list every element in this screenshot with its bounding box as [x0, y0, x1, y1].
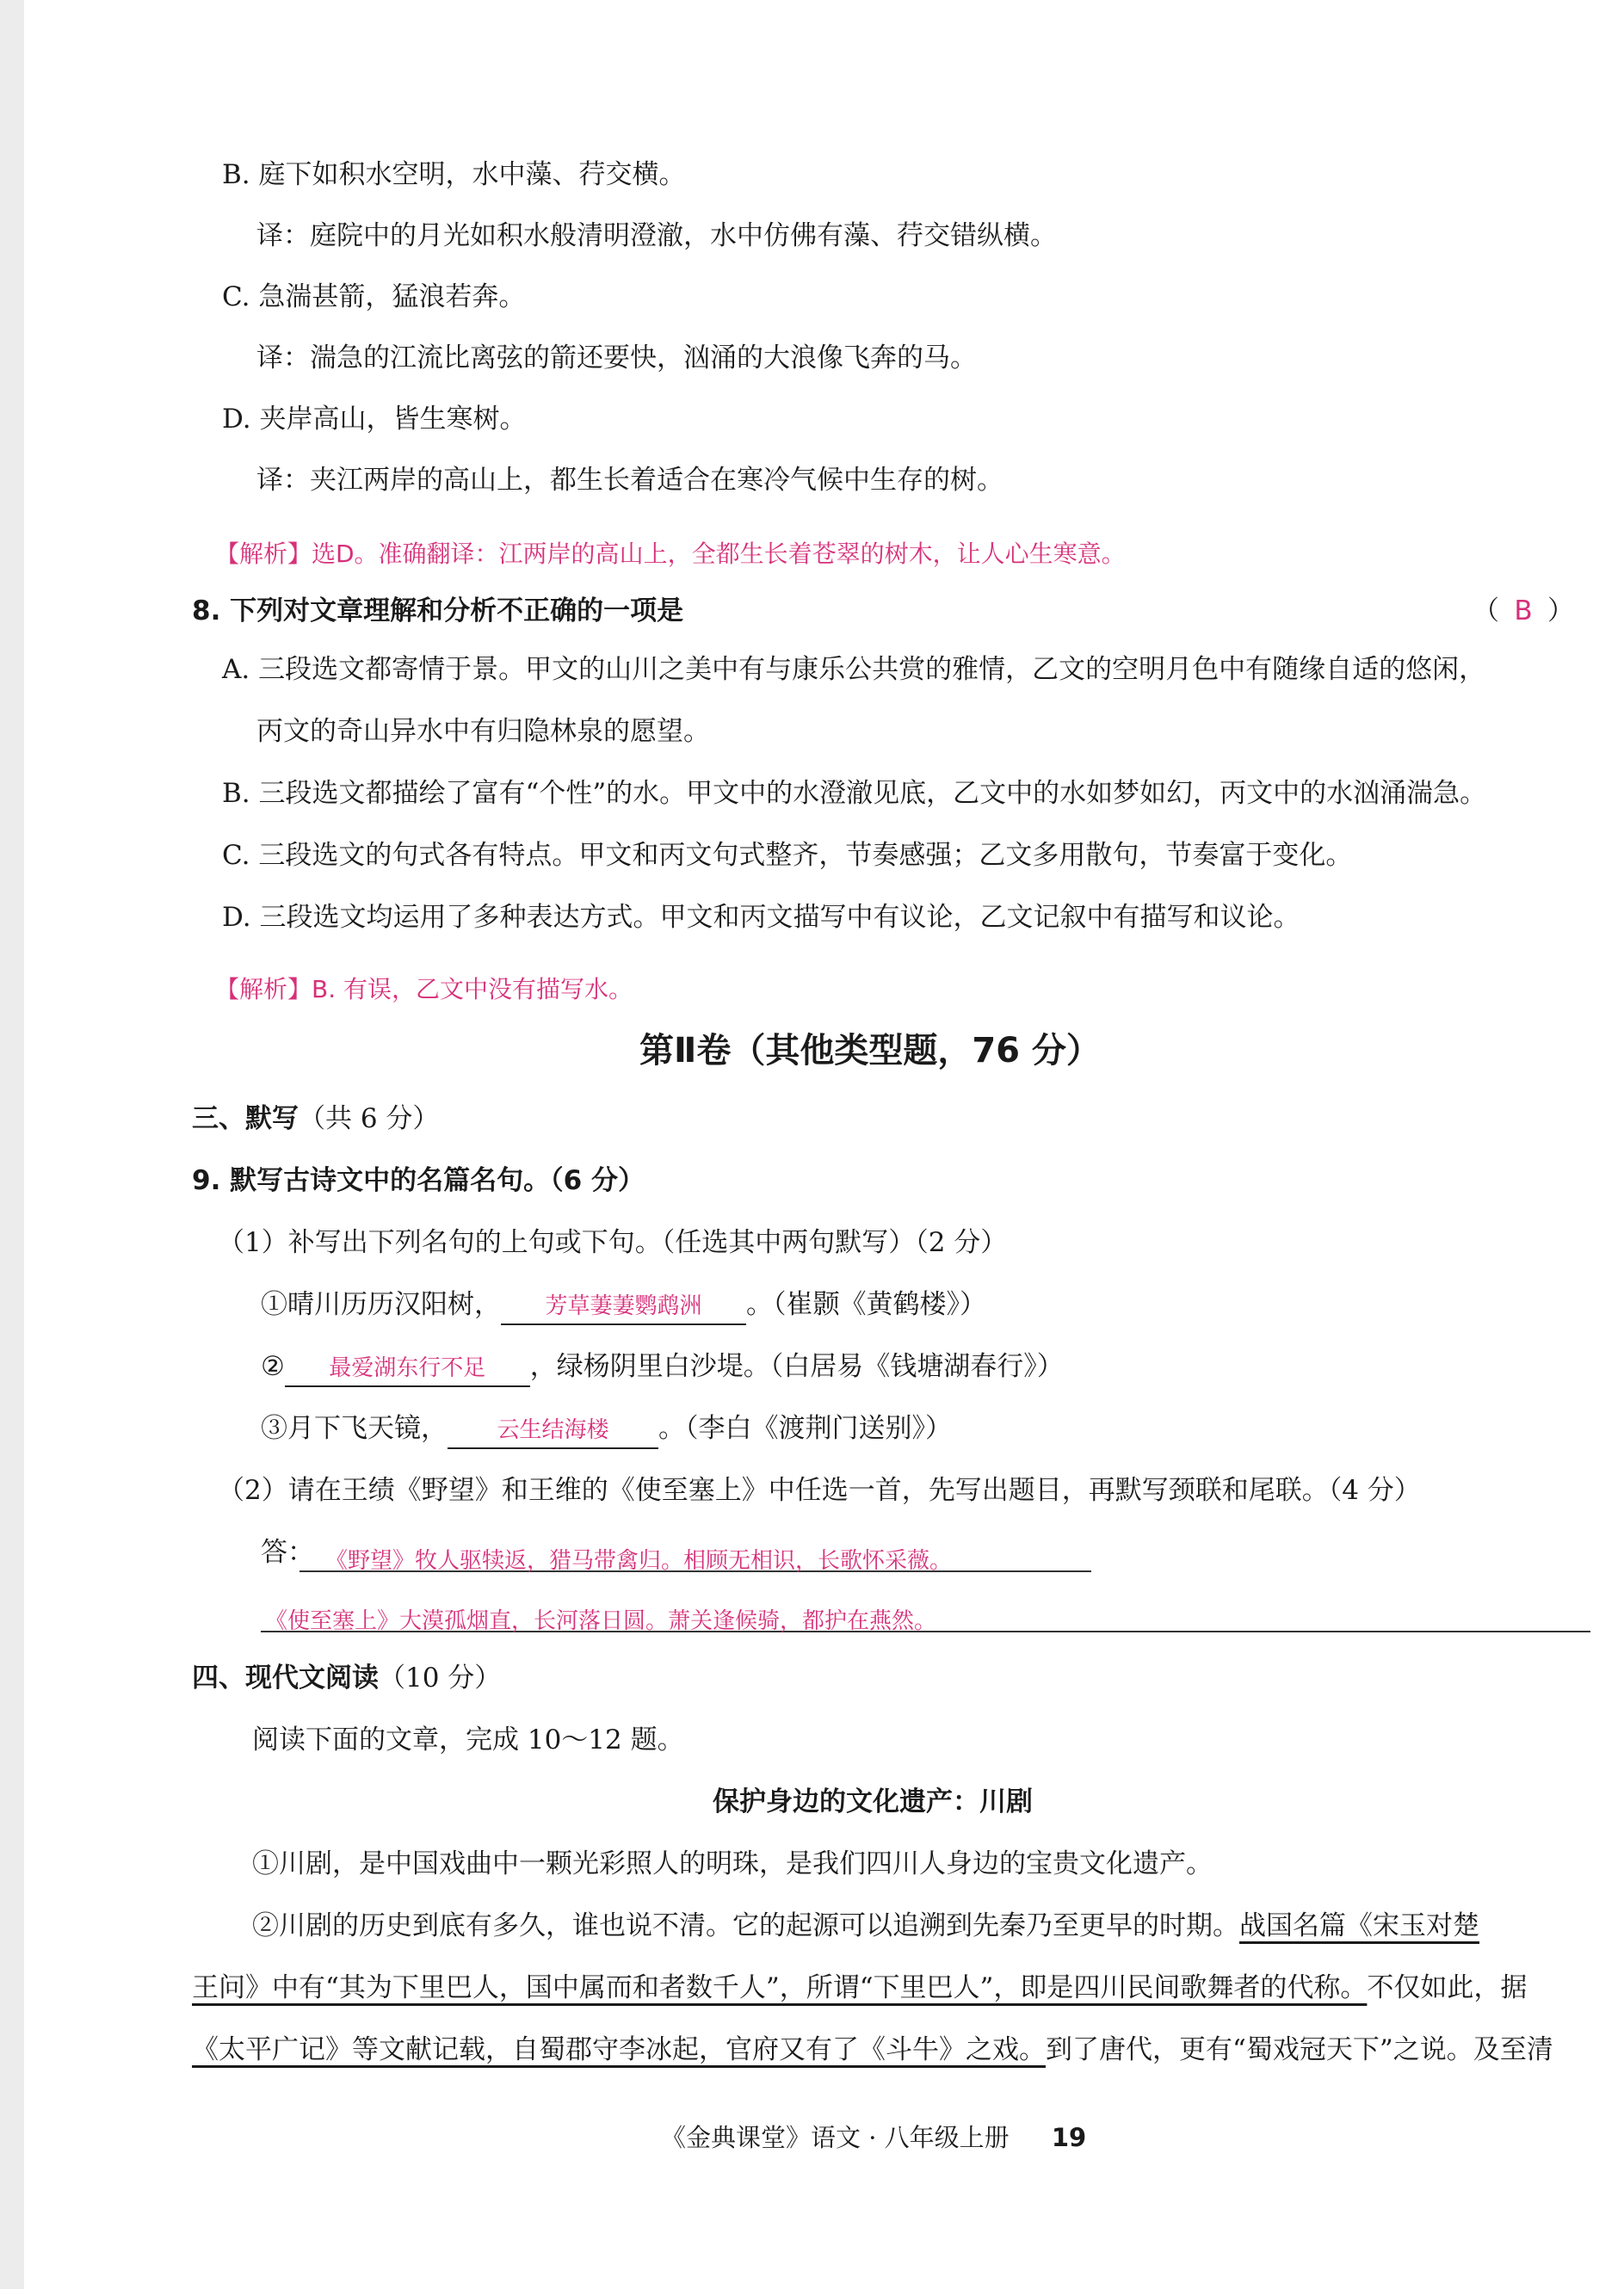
q8-analysis: 【解析】B. 有误，乙文中没有描写水。	[215, 975, 633, 1003]
article-paragraph-1: ①川剧，是中国戏曲中一颗光彩照人的明珠，是我们四川人身边的宝贵文化遗产。	[252, 1848, 1213, 1879]
q7-option-d-translation: 译：夹江两岸的高山上，都生长着适合在寒冷气候中生存的树。	[256, 465, 1003, 496]
page-footer	[661, 2120, 1086, 2155]
workbook-page	[24, 0, 1624, 2289]
q9-item3-post: 。（李白《渡荆门送别》）	[658, 1413, 952, 1444]
q7-option-c-translation: 译：湍急的江流比离弦的箭还要快，汹涌的大浪像飞奔的马。	[256, 342, 977, 373]
p2-text-f: 到了唐代，更有“蜀戏冠天下”之说。及至清	[1046, 2034, 1553, 2065]
section4-heading	[192, 1661, 501, 1695]
q9-stem	[192, 1163, 645, 1198]
q9-item3-blank	[448, 1411, 658, 1449]
q9-item1-pre: ①晴川历历汉阳树，	[261, 1289, 501, 1320]
q9-item1-post: 。（崔颢《黄鹤楼》）	[746, 1289, 986, 1320]
q9-item2-blank	[285, 1349, 530, 1387]
q8-answer-bracket	[1473, 594, 1574, 628]
q8-answer: B	[1514, 595, 1533, 626]
q8-option-a-line1: A. 三段选文都寄情于景。甲文的山川之美中有与康乐公共赏的雅情，乙文的空明月色中有随缘自适的悠闲，	[222, 654, 1486, 685]
p2-underlined-c: 《太平广记》等文献记载，自蜀郡守李冰起，官府又有了《斗牛》之戏。	[192, 2034, 1046, 2065]
q8-stem	[192, 594, 683, 628]
section4-title: 四、现代文阅读	[192, 1663, 379, 1694]
q8-stem-text: 8. 下列对文章理解和分析不正确的一项是	[192, 595, 684, 626]
q7-analysis: 【解析】选D。准确翻译：江两岸的高山上，全都生长着苍翠的树木，让人心生寒意。	[215, 540, 1126, 568]
section3-title: 三、默写	[192, 1103, 299, 1134]
q9-item3-answer: 云生结海楼	[497, 1417, 609, 1443]
q9-answer-line2: 《使至塞上》大漠孤烟直，长河落日圆。萧关逢候骑，都护在燕然。	[265, 1608, 937, 1634]
article-paragraph-2-line1	[252, 1909, 1479, 1943]
part2-heading: 第Ⅱ卷（其他类型题，76 分）	[639, 1031, 1101, 1070]
p2-underlined-b: 王问》中有“其为下里巴人，国中属而和者数千人”，所谓“下里巴人”，即是四川民间歌舞者的代称。	[192, 1972, 1368, 2003]
section3-score: （共 6 分）	[299, 1103, 440, 1134]
q8-option-b: B. 三段选文都描绘了富有“个性”的水。甲文中的水澄澈见底，乙文中的水如梦如幻，丙文中的水汹涌湍急。	[222, 778, 1487, 809]
section4-instruction: 阅读下面的文章，完成 10～12 题。	[252, 1724, 684, 1755]
article-paragraph-2-line2	[192, 1971, 1527, 2005]
article-paragraph-2-line3	[192, 2033, 1553, 2067]
q9-answer-line1: 《野望》牧人驱犊返，猎马带禽归。相顾无相识，长歌怀采薇。	[325, 1548, 953, 1574]
q7-option-c: C. 急湍甚箭，猛浪若奔。	[222, 281, 526, 312]
q7-option-d: D. 夹岸高山，皆生寒树。	[222, 404, 527, 435]
q9-item2-answer: 最爱湖东行不足	[329, 1355, 486, 1381]
q7-option-b: B. 庭下如积水空明，水中藻、荇交横。	[222, 159, 686, 190]
q7-option-b-translation: 译：庭院中的月光如积水般清明澄澈，水中仿佛有藻、荇交错纵横。	[256, 220, 1057, 251]
section4-score: （10 分）	[379, 1663, 502, 1694]
q9-answer-label: 答：	[261, 1537, 314, 1568]
q9-item2-post: ，绿杨阴里白沙堤。（白居易《钱塘湖春行》）	[529, 1351, 1064, 1382]
q9-item1	[261, 1287, 986, 1325]
q8-paren-close: ）	[1547, 595, 1574, 626]
p2-text-d: 不仅如此，据	[1367, 1972, 1528, 2003]
q8-option-a-line2: 丙文的奇山异水中有归隐林泉的愿望。	[256, 716, 710, 747]
q9-sub1: （1）补写出下列名句的上句或下句。（任选其中两句默写）（2 分）	[218, 1227, 1008, 1258]
q9-item2	[261, 1349, 1064, 1387]
article-title: 保护身边的文化遗产：川剧	[713, 1786, 1033, 1817]
q9-item3	[261, 1411, 952, 1449]
page-number: 19	[1051, 2123, 1087, 2152]
p2-text-a: ②川剧的历史到底有多久，谁也说不清。它的起源可以追溯到先秦乃至更早的时期。	[252, 1910, 1239, 1941]
q9-item3-pre: ③月下飞天镜，	[261, 1413, 448, 1444]
p2-underlined-a: 战国名篇《宋玉对楚	[1239, 1910, 1479, 1941]
q9-sub2: （2）请在王绩《野望》和王维的《使至塞上》中任选一首，先写出题目，再默写颈联和尾联。（4 分）	[218, 1475, 1421, 1506]
q8-paren-open: （	[1473, 595, 1499, 626]
q9-item1-answer: 芳草萋萋鹦鹉洲	[545, 1293, 702, 1319]
q9-stem-text: 9. 默写古诗文中的名篇名句。（6 分）	[192, 1165, 645, 1196]
q9-item1-blank	[501, 1287, 746, 1325]
q9-item2-pre: ②	[261, 1351, 285, 1382]
section3-heading	[192, 1101, 439, 1136]
footer-book-title: 《金典课堂》语文 · 八年级上册	[661, 2123, 1010, 2152]
q8-option-c: C. 三段选文的句式各有特点。甲文和丙文句式整齐，节奏感强；乙文多用散句，节奏富于变化。	[222, 840, 1353, 871]
q8-option-d: D. 三段选文均运用了多种表达方式。甲文和丙文描写中有议论，乙文记叙中有描写和议论。	[222, 902, 1300, 933]
